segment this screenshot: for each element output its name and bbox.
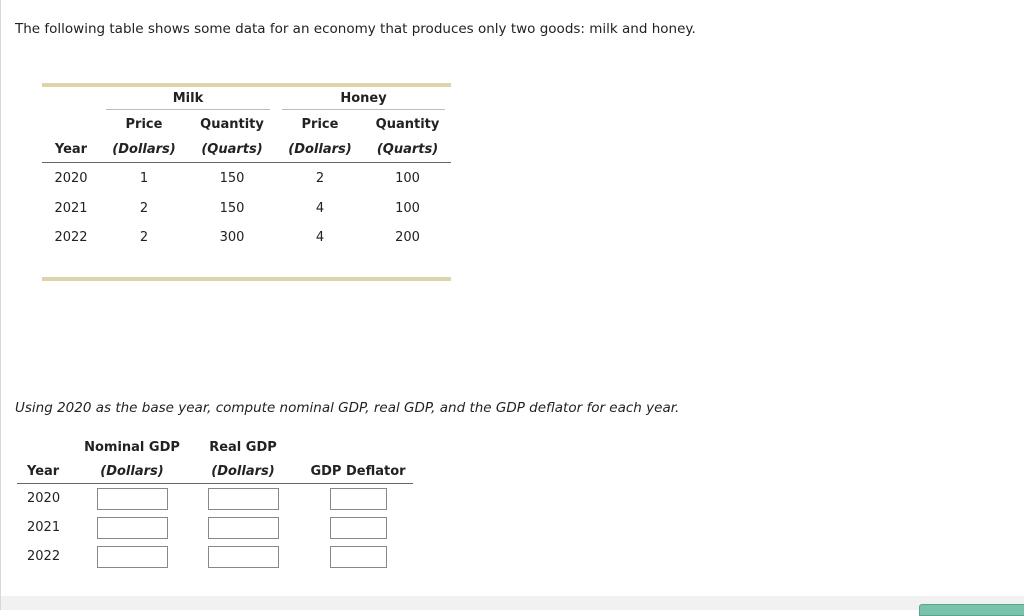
answer-row bbox=[17, 484, 413, 514]
row-year: 2021 bbox=[54, 200, 88, 216]
honey-quantity-header: Quantity bbox=[375, 117, 440, 132]
answer-row-year: 2020 bbox=[27, 491, 61, 506]
nominal-gdp-input-2022[interactable] bbox=[97, 546, 168, 568]
answer-year-header: Year bbox=[17, 459, 81, 484]
honey-quantity-cell: 100 bbox=[395, 200, 420, 216]
milk-quantity-cell: 150 bbox=[219, 200, 245, 216]
gdp-deflator-header: GDP Deflator bbox=[303, 459, 413, 484]
honey-quantity-cell: 100 bbox=[395, 170, 420, 186]
answer-row-year: 2021 bbox=[27, 520, 61, 535]
honey-group-header: Honey bbox=[282, 89, 445, 110]
milk-quantity-cell: 300 bbox=[219, 229, 245, 245]
milk-price-header: Price bbox=[125, 117, 163, 132]
answer-table bbox=[17, 435, 413, 571]
question-text: Using 2020 as the base year, compute nominal GDP, real GDP, and the GDP deflator for each year. bbox=[15, 400, 680, 416]
next-button[interactable] bbox=[919, 604, 1024, 616]
nominal-gdp-input-2021[interactable] bbox=[97, 517, 168, 539]
nominal-gdp-input-2020[interactable] bbox=[97, 488, 168, 510]
answer-row bbox=[17, 513, 413, 542]
milk-quantity-header: Quantity bbox=[200, 117, 264, 132]
intro-text: The following table shows some data for an economy that produces only two goods: milk and honey. bbox=[15, 21, 696, 37]
honey-price-unit: (Dollars) bbox=[276, 137, 364, 163]
real-gdp-input-2021[interactable] bbox=[208, 517, 279, 539]
table-row bbox=[42, 194, 451, 223]
gdp-deflator-input-2022[interactable] bbox=[330, 546, 387, 568]
real-gdp-input-2022[interactable] bbox=[208, 546, 279, 568]
milk-group-header: Milk bbox=[106, 89, 270, 110]
honey-price-cell: 2 bbox=[315, 170, 325, 186]
nominal-gdp-unit: (Dollars) bbox=[81, 459, 183, 484]
gdp-deflator-input-2021[interactable] bbox=[330, 517, 387, 539]
milk-price-cell: 2 bbox=[139, 200, 149, 216]
milk-price-cell: 2 bbox=[139, 229, 149, 245]
table-bottom-rule bbox=[42, 277, 451, 281]
honey-price-header: Price bbox=[301, 117, 339, 132]
nominal-gdp-header: Nominal GDP bbox=[84, 439, 180, 455]
honey-price-cell: 4 bbox=[315, 229, 325, 245]
answer-row bbox=[17, 542, 413, 571]
footer-bar bbox=[1, 596, 1024, 610]
milk-quantity-unit: (Quarts) bbox=[188, 137, 276, 163]
honey-quantity-unit: (Quarts) bbox=[364, 137, 451, 163]
row-year: 2020 bbox=[54, 170, 88, 186]
real-gdp-header: Real GDP bbox=[209, 439, 277, 455]
row-year: 2022 bbox=[54, 229, 88, 245]
table-row bbox=[42, 223, 451, 252]
data-table bbox=[42, 83, 451, 281]
milk-price-cell: 1 bbox=[139, 170, 149, 186]
table-row bbox=[42, 163, 451, 194]
year-header: Year bbox=[42, 137, 100, 163]
real-gdp-unit: (Dollars) bbox=[183, 459, 303, 484]
milk-price-unit: (Dollars) bbox=[100, 137, 188, 163]
milk-quantity-cell: 150 bbox=[219, 170, 245, 186]
honey-quantity-cell: 200 bbox=[395, 229, 420, 245]
answer-row-year: 2022 bbox=[27, 549, 61, 564]
real-gdp-input-2020[interactable] bbox=[208, 488, 279, 510]
gdp-deflator-input-2020[interactable] bbox=[330, 488, 387, 510]
honey-price-cell: 4 bbox=[315, 200, 325, 216]
